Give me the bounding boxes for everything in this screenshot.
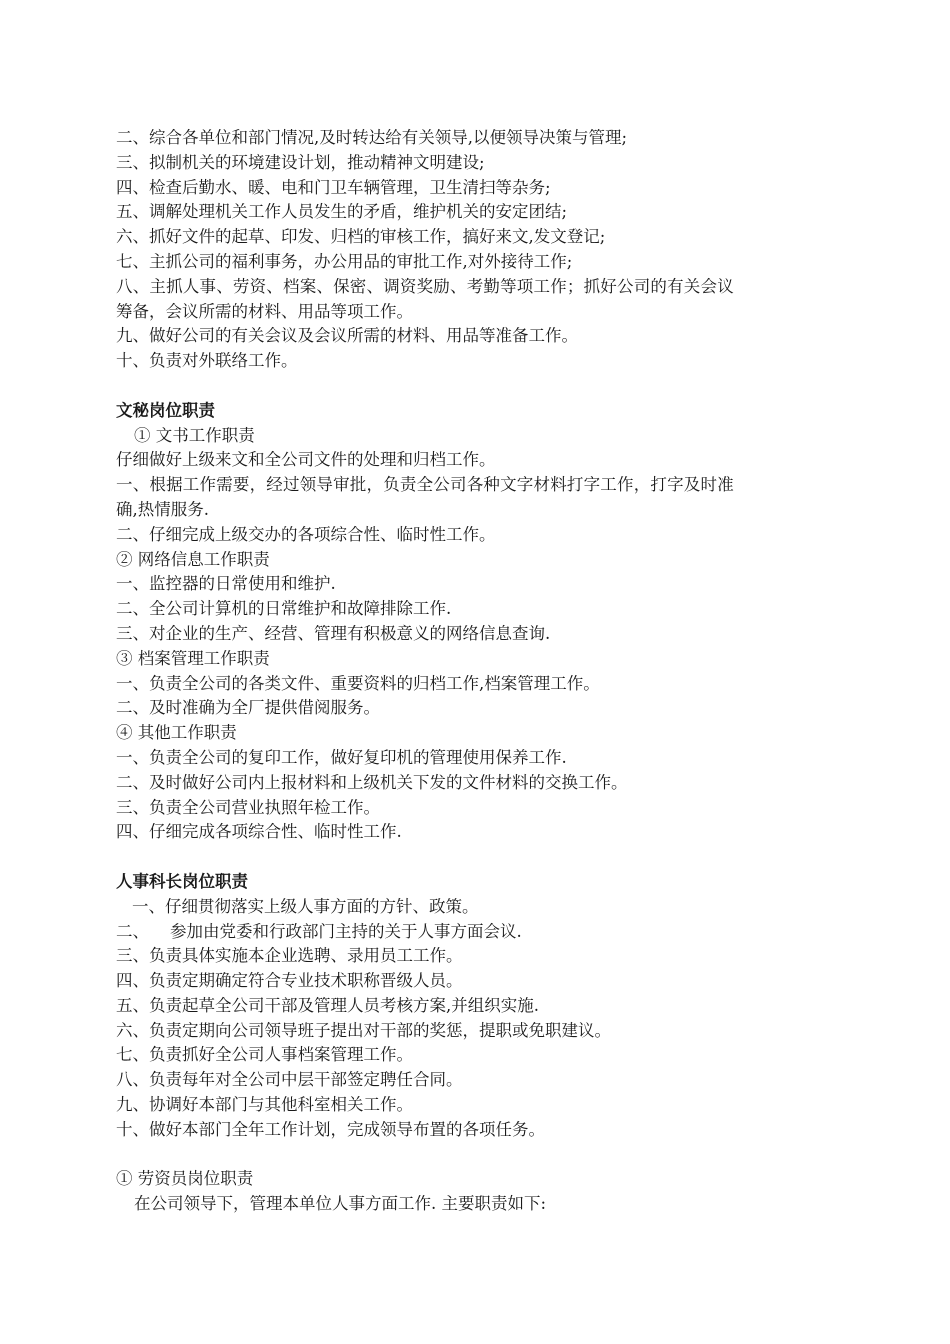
intro-list xyxy=(116,126,846,374)
list-item: 八、主抓人事、劳资、档案、保密、调资奖励、考勤等项工作；抓好公司的有关会议 xyxy=(116,276,734,296)
list-item: 一、仔细贯彻落实上级人事方面的方针、政策。 xyxy=(132,896,479,916)
subsection-heading: ③ 档案管理工作职责 xyxy=(116,648,270,668)
list-item: 一、负责全公司的各类文件、重要资料的归档工作,档案管理工作。 xyxy=(116,673,600,693)
list-item: 三、负责全公司营业执照年检工作。 xyxy=(116,797,380,817)
list-item: 四、仔细完成各项综合性、临时性工作. xyxy=(116,822,402,842)
hr-chief-section xyxy=(116,870,846,1143)
list-item: 五、负责起草全公司干部及管理人员考核方案,并组织实施. xyxy=(116,995,539,1015)
list-item: 仔细做好上级来文和全公司文件的处理和归档工作。 xyxy=(116,450,496,470)
list-item: 二、 参加由党委和行政部门主持的关于人事方面会议. xyxy=(116,921,522,941)
list-item: 二、及时准确为全厂提供借阅服务。 xyxy=(116,698,380,718)
list-item: 十、做好本部门全年工作计划，完成领导布置的各项任务。 xyxy=(116,1119,545,1139)
subsection-heading: ④ 其他工作职责 xyxy=(116,723,237,743)
section-heading-secretary: 文秘岗位职责 xyxy=(116,400,215,420)
list-item: 三、拟制机关的环境建设计划，推动精神文明建设; xyxy=(116,152,485,172)
list-item: 十、负责对外联络工作。 xyxy=(116,351,298,371)
spacer xyxy=(116,1143,846,1168)
subsection-heading: ① 劳资员岗位职责 xyxy=(116,1169,254,1189)
list-item: 二、仔细完成上级交办的各项综合性、临时性工作。 xyxy=(116,524,496,544)
paragraph: 在公司领导下，管理本单位人事方面工作. 主要职责如下: xyxy=(134,1194,547,1214)
list-item: 三、对企业的生产、经营、管理有积极意义的网络信息查询. xyxy=(116,623,551,643)
list-item: 三、负责具体实施本企业选聘、录用员工工作。 xyxy=(116,946,463,966)
list-item: 四、负责定期确定符合专业技术职称晋级人员。 xyxy=(116,971,463,991)
secretary-section xyxy=(116,399,846,845)
document-page xyxy=(116,126,846,1217)
labor-clerk-section xyxy=(116,1167,846,1217)
section-heading-hr-chief: 人事科长岗位职责 xyxy=(116,871,248,891)
list-item: 四、检查后勤水、暖、电和门卫车辆管理，卫生清扫等杂务; xyxy=(116,177,551,197)
spacer xyxy=(116,374,846,399)
list-item: 一、负责全公司的复印工作，做好复印机的管理使用保养工作. xyxy=(116,747,567,767)
subsection-heading: ② 网络信息工作职责 xyxy=(116,549,270,569)
list-item: 五、调解处理机关工作人员发生的矛盾，维护机关的安定团结; xyxy=(116,202,568,222)
list-item: 九、做好公司的有关会议及会议所需的材料、用品等准备工作。 xyxy=(116,326,578,346)
spacer xyxy=(116,845,846,870)
list-item: 九、协调好本部门与其他科室相关工作。 xyxy=(116,1095,413,1115)
list-item: 六、抓好文件的起草、印发、归档的审核工作，搞好来文,发文登记; xyxy=(116,227,606,247)
list-item: 七、负责抓好全公司人事档案管理工作。 xyxy=(116,1045,413,1065)
list-item-continuation: 筹备，会议所需的材料、用品等项工作。 xyxy=(116,301,413,321)
list-item: 二、综合各单位和部门情况,及时转达给有关领导,以便领导决策与管理; xyxy=(116,128,628,147)
list-item: 二、及时做好公司内上报材料和上级机关下发的文件材料的交换工作。 xyxy=(116,772,628,792)
list-item-continuation: 确,热情服务. xyxy=(116,499,209,519)
subsection-heading: ① 文书工作职责 xyxy=(134,425,255,445)
list-item: 六、负责定期向公司领导班子提出对干部的奖惩，提职或免职建议。 xyxy=(116,1020,611,1040)
list-item: 一、监控器的日常使用和维护. xyxy=(116,574,336,594)
list-item: 七、主抓公司的福利事务，办公用品的审批工作,对外接待工作; xyxy=(116,251,573,271)
list-item: 二、全公司计算机的日常维护和故障排除工作. xyxy=(116,599,452,619)
list-item: 八、负责每年对全公司中层干部签定聘任合同。 xyxy=(116,1070,463,1090)
list-item: 一、根据工作需要，经过领导审批，负责全公司各种文字材料打字工作，打字及时准 xyxy=(116,475,734,495)
